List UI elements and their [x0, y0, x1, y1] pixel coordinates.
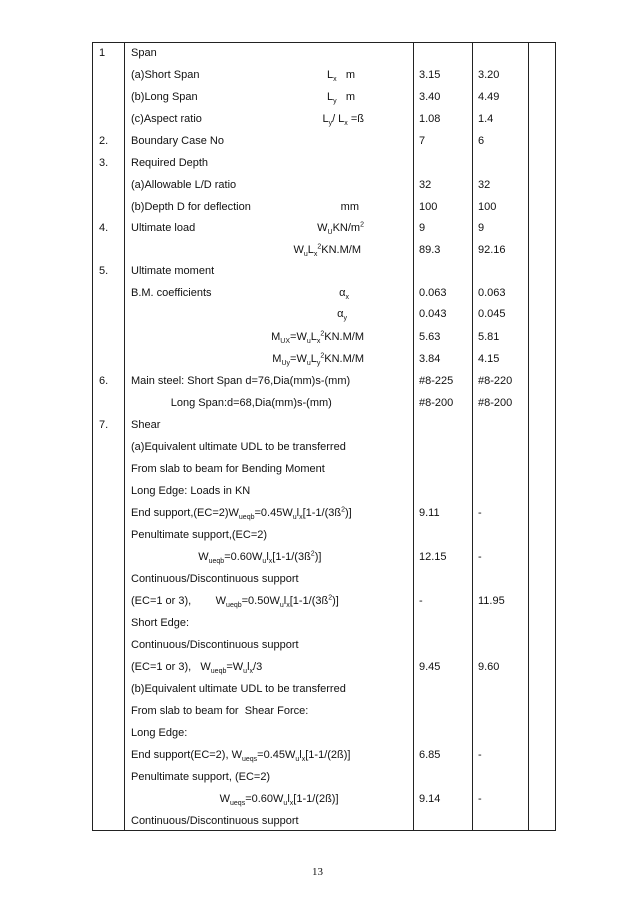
value-slab-1: 9	[419, 222, 426, 234]
row-description: Shear	[131, 419, 161, 431]
row-unit: $L_y$ m	[327, 91, 355, 106]
row-number: 3.	[99, 157, 109, 169]
value-slab-2: 92.16	[478, 244, 506, 256]
column-rule-4	[472, 42, 473, 830]
value-slab-2: 6	[478, 135, 485, 147]
row-unit: mm	[340, 201, 359, 213]
value-slab-2: 5.81	[478, 331, 500, 343]
row-unit: $L_y/$ $L_x$ =ß	[322, 113, 364, 128]
row-description: Main steel: Short Span d=76,Dia(mm)s-(mm)	[131, 375, 351, 387]
row-description: Long Span:d=68,Dia(mm)s-(mm)	[131, 397, 332, 409]
value-slab-2: 9	[478, 222, 485, 234]
value-slab-1: 9.11	[419, 507, 440, 519]
row-description: End $support,(EC=2)W_{ueqb}=0.45W_ul_x[1-1/(3ß^2)]$	[131, 506, 352, 522]
value-slab-1: 7	[419, 135, 426, 147]
row-description: Penultimate support,(EC=2)	[131, 529, 268, 541]
value-slab-2: 0.063	[478, 287, 506, 299]
value-slab-1: 0.043	[419, 308, 447, 320]
value-slab-1: 3.15	[419, 69, 441, 81]
row-description: Continuous/Discontinuous support	[131, 573, 299, 585]
value-slab-2: 3.20	[478, 69, 500, 81]
column-rule-2	[124, 42, 125, 830]
row-description: (b)Depth D for deflection	[131, 201, 251, 213]
value-slab-1: 9.14	[419, 793, 441, 805]
value-slab-1: 5.63	[419, 331, 441, 343]
value-slab-1: 89.3	[419, 244, 441, 256]
table-top-rule	[92, 42, 556, 43]
row-description: B.M. coefficients	[131, 287, 212, 299]
row-unit: $\alpha_y$	[337, 308, 347, 323]
row-number: 7.	[99, 419, 109, 431]
row-description: Penultimate support, (EC=2)	[131, 771, 271, 783]
value-slab-2: -	[478, 551, 482, 563]
row-description: End support(EC=2), $W_{ueqs}=0.45W_ul_x[1-1/(2ß)]$	[131, 749, 351, 764]
value-slab-2: 11.95	[478, 595, 505, 607]
value-slab-1: 32	[419, 179, 432, 191]
row-description: Continuous/Discontinuous support	[131, 815, 299, 827]
value-slab-2: #8-220	[478, 375, 513, 387]
row-description: From slab to beam for Shear Force:	[131, 705, 309, 717]
value-slab-2: 9.60	[478, 661, 500, 673]
value-slab-2: -	[478, 507, 482, 519]
row-number: 5.	[99, 265, 109, 277]
row-description: $W_{ueqs}=0.60W_ul_x[1-1/(2ß)]$	[131, 793, 339, 808]
row-description: Long Edge:	[131, 727, 188, 739]
row-unit: $L_x$ m	[327, 69, 355, 84]
row-unit: $M_{Uy}=W_uL_y^2KN.M/M$	[272, 352, 364, 368]
value-slab-2: -	[478, 793, 482, 805]
row-unit: $M_{UX}=W_uL_x^2KN.M/M$	[271, 330, 364, 346]
value-slab-2: 4.49	[478, 91, 500, 103]
value-slab-2: 32	[478, 179, 491, 191]
row-description: Span	[131, 47, 157, 59]
page-number: 13	[312, 866, 323, 878]
value-slab-2: 100	[478, 201, 497, 213]
column-rule-6	[555, 42, 556, 830]
row-number: 1	[99, 47, 106, 59]
value-slab-2: 0.045	[478, 308, 506, 320]
row-description: $W_{ueqb}=0.60W_ul_x[1-1/(3ß^2)]$	[131, 550, 322, 566]
row-description: (a)Equivalent ultimate UDL to be transferred	[131, 441, 346, 453]
row-number: 6.	[99, 375, 109, 387]
row-description: Long Edge: Loads in KN	[131, 485, 251, 497]
value-slab-1: 9.45	[419, 661, 441, 673]
row-description: (EC=1 or 3), $W_{ueqb}=0.50W_ul_x[1-1/(3ß^2)]$	[131, 594, 339, 610]
row-unit: $\alpha_x$	[339, 287, 349, 302]
value-slab-1: 1.08	[419, 113, 441, 125]
row-number: 2.	[99, 135, 109, 147]
value-slab-1: 12.15	[419, 551, 447, 563]
value-slab-1: #8-200	[419, 397, 454, 409]
value-slab-2: -	[478, 749, 482, 761]
row-description: (b)Equivalent ultimate UDL to be transferred	[131, 683, 346, 695]
value-slab-1: 3.40	[419, 91, 441, 103]
row-description: Required Depth	[131, 157, 209, 169]
value-slab-2: 4.15	[478, 353, 500, 365]
value-slab-2: #8-200	[478, 397, 513, 409]
row-description: Ultimate load	[131, 222, 196, 234]
value-slab-2: 1.4	[478, 113, 494, 125]
table-bottom-rule	[92, 830, 556, 831]
row-unit: $W_UKN/m^2$	[317, 221, 364, 237]
row-number: 4.	[99, 222, 109, 234]
row-description: Boundary Case No	[131, 135, 224, 147]
column-rule-3	[413, 42, 414, 830]
value-slab-1: -	[419, 595, 423, 607]
value-slab-1: #8-225	[419, 375, 454, 387]
row-description: (EC=1 or 3), $W_{ueqb}=W_ul_x/3$	[131, 661, 263, 676]
row-description: (c)Aspect ratio	[131, 113, 202, 125]
row-description: Short Edge:	[131, 617, 190, 629]
value-slab-1: 3.84	[419, 353, 441, 365]
row-description: (a)Allowable L/D ratio	[131, 179, 237, 191]
value-slab-1: 6.85	[419, 749, 441, 761]
row-description: (b)Long Span	[131, 91, 198, 103]
value-slab-1: 100	[419, 201, 438, 213]
row-description: From slab to beam for Bending Moment	[131, 463, 325, 475]
row-description: (a)Short Span	[131, 69, 200, 81]
row-description: Continuous/Discontinuous support	[131, 639, 299, 651]
column-rule-1	[92, 42, 93, 830]
row-unit: $W_uL_x^2KN.M/M$	[293, 243, 361, 259]
value-slab-1: 0.063	[419, 287, 447, 299]
row-description: Ultimate moment	[131, 265, 215, 277]
column-rule-5	[528, 42, 529, 830]
